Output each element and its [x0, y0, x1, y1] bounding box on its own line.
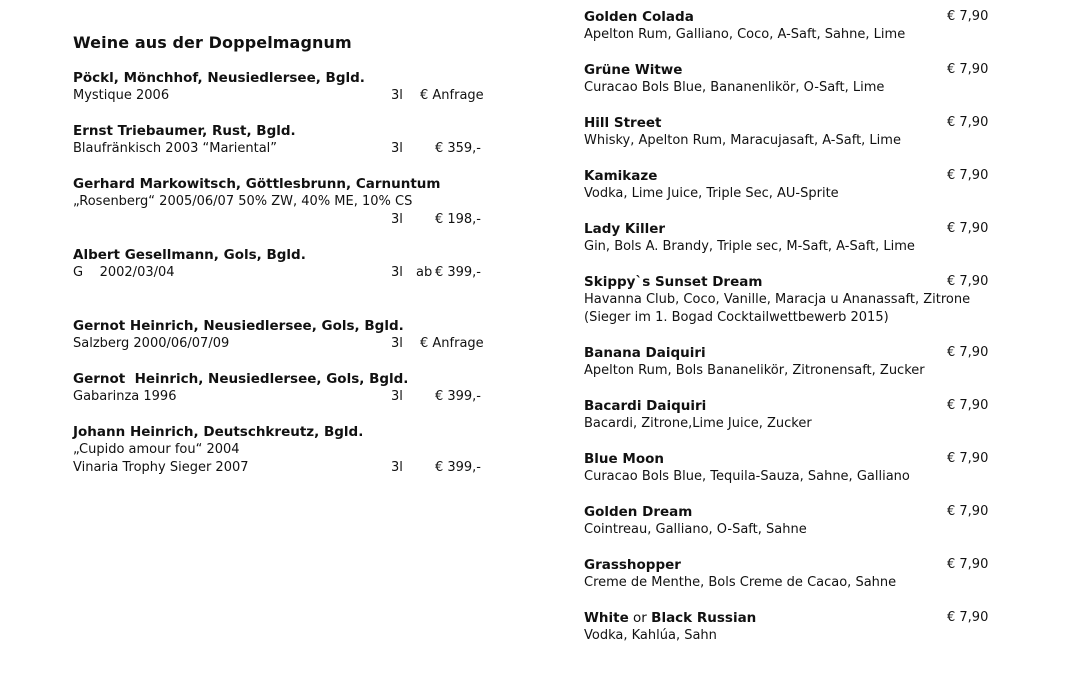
wine-entry [73, 317, 503, 353]
cocktail-entry [584, 61, 1004, 97]
cocktail-price: € 7,90 [947, 610, 989, 625]
cocktail-entry [584, 450, 1004, 486]
wine-description: G 2002/03/04 [73, 265, 175, 280]
wine-line [73, 87, 503, 105]
wine-description: Vinaria Trophy Sieger 2007 [73, 460, 249, 475]
wine-price: € Anfrage [420, 88, 484, 103]
cocktail-ingredients: Havanna Club, Coco, Vanille, Maracja u Ananassaft, Zitrone [584, 292, 971, 307]
wine-producer: Gernot Heinrich, Neusiedlersee, Gols, Bgld. [73, 318, 404, 334]
cocktail-ingredients: Curacao Bols Blue, Bananenlikör, O-Saft, Lime [584, 80, 885, 95]
wine-price: € 198,- [434, 212, 481, 227]
cocktail-ingredients: Vodka, Lime Juice, Triple Sec, AU-Sprite [584, 186, 839, 201]
cocktail-price: € 7,90 [947, 345, 989, 360]
wine-line [73, 264, 503, 282]
wine-price: € 399,- [434, 389, 481, 404]
cocktail-name: Bacardi Daiquiri [584, 398, 707, 414]
wine-line [73, 459, 503, 477]
cocktail-price: € 7,90 [947, 9, 989, 24]
wine-producer: Johann Heinrich, Deutschkreutz, Bgld. [73, 424, 364, 440]
cocktail-entry [584, 8, 1004, 44]
wine-bottle-size: 3l [391, 336, 403, 351]
cocktail-name: Kamikaze [584, 168, 658, 184]
cocktail-price: € 7,90 [947, 504, 989, 519]
cocktail-entry [584, 397, 1004, 433]
wine-price-prefix: ab [416, 265, 433, 280]
cocktail-name: Skippy`s Sunset Dream [584, 274, 763, 290]
cocktail-entry [584, 556, 1004, 592]
cocktail-price: € 7,90 [947, 115, 989, 130]
wine-entry [73, 175, 503, 229]
wine-producer: Gernot Heinrich, Neusiedlersee, Gols, Bgld. [73, 371, 409, 387]
wine-producer: Ernst Triebaumer, Rust, Bgld. [73, 123, 296, 139]
cocktail-name: Hill Street [584, 115, 662, 131]
wine-entry [73, 69, 503, 105]
cocktail-name: Lady Killer [584, 221, 666, 237]
cocktail-entry [584, 503, 1004, 539]
wine-price: € 399,- [434, 460, 481, 475]
cocktail-ingredients: Whisky, Apelton Rum, Maracujasaft, A-Saft, Lime [584, 133, 901, 148]
wine-line [73, 388, 503, 406]
wine-description: Mystique 2006 [73, 88, 170, 103]
wine-entry [73, 370, 503, 406]
cocktail-price: € 7,90 [947, 62, 989, 77]
wine-line [73, 441, 503, 459]
cocktail-price: € 7,90 [947, 557, 989, 572]
cocktail-name [584, 609, 1004, 627]
wine-price: € Anfrage [420, 336, 484, 351]
wine-bottle-size: 3l [391, 389, 403, 404]
wine-description: Gabarinza 1996 [73, 389, 177, 404]
cocktail-entry [584, 114, 1004, 150]
cocktail-entry [584, 220, 1004, 256]
cocktail-ingredients: Cointreau, Galliano, O-Saft, Sahne [584, 522, 807, 537]
cocktail-name-part: Black Russian [651, 610, 757, 626]
cocktail-price: € 7,90 [947, 398, 989, 413]
wine-price: € 359,- [434, 141, 481, 156]
cocktail-entry [584, 609, 1004, 645]
wine-producer: Albert Gesellmann, Gols, Bgld. [73, 247, 306, 263]
cocktail-ingredients: Bacardi, Zitrone,Lime Juice, Zucker [584, 416, 812, 431]
wine-entry [73, 122, 503, 158]
wine-price: € 399,- [434, 265, 481, 280]
cocktail-name-part: White [584, 610, 629, 626]
wine-bottle-size: 3l [391, 460, 403, 475]
wine-description: Blaufränkisch 2003 “Mariental” [73, 141, 278, 156]
wine-section-heading: Weine aus der Doppelmagnum [73, 33, 352, 52]
cocktail-ingredients: Gin, Bols A. Brandy, Triple sec, M-Saft, A-Saft, Lime [584, 239, 915, 254]
cocktail-ingredients: Creme de Menthe, Bols Creme de Cacao, Sahne [584, 575, 897, 590]
cocktail-entry [584, 167, 1004, 203]
wine-description: „Cupido amour fou“ 2004 [73, 442, 240, 457]
wine-bottle-size: 3l [391, 88, 403, 103]
wine-description: Salzberg 2000/06/07/09 [73, 336, 230, 351]
cocktail-price: € 7,90 [947, 451, 989, 466]
wine-bottle-size: 3l [391, 141, 403, 156]
cocktail-name: Grasshopper [584, 557, 681, 573]
cocktail-ingredients: Apelton Rum, Bols Bananelikör, Zitronensaft, Zucker [584, 363, 925, 378]
wine-entry [73, 423, 503, 477]
cocktail-name: Blue Moon [584, 451, 664, 467]
wine-line [73, 193, 503, 211]
wine-bottle-size: 3l [391, 265, 403, 280]
cocktail-ingredients: Curacao Bols Blue, Tequila-Sauza, Sahne, Galliano [584, 469, 910, 484]
cocktail-entry [584, 273, 1004, 327]
wine-line [73, 140, 503, 158]
cocktail-price: € 7,90 [947, 274, 989, 289]
cocktail-section [584, 8, 1004, 662]
wine-producer: Pöckl, Mönchhof, Neusiedlersee, Bgld. [73, 70, 365, 86]
wine-line [73, 335, 503, 353]
cocktail-note: (Sieger im 1. Bogad Cocktailwettbewerb 2015) [584, 310, 889, 325]
wine-producer: Gerhard Markowitsch, Göttlesbrunn, Carnuntum [73, 176, 441, 192]
cocktail-ingredients: Apelton Rum, Galliano, Coco, A-Saft, Sahne, Lime [584, 27, 906, 42]
cocktail-name: Grüne Witwe [584, 62, 683, 78]
wine-bottle-size: 3l [391, 212, 403, 227]
cocktail-name-conjunction: or [628, 610, 652, 626]
wine-line [73, 211, 503, 229]
cocktail-entry [584, 344, 1004, 380]
cocktail-name: Banana Daiquiri [584, 345, 706, 361]
wine-entry [73, 246, 503, 282]
cocktail-price: € 7,90 [947, 168, 989, 183]
cocktail-price: € 7,90 [947, 221, 989, 236]
wine-section [73, 33, 503, 494]
cocktail-ingredients: Vodka, Kahlúa, Sahn [584, 628, 717, 643]
cocktail-name: Golden Dream [584, 504, 693, 520]
cocktail-name: Golden Colada [584, 9, 694, 25]
wine-description: „Rosenberg“ 2005/06/07 50% ZW, 40% ME, 10% CS [73, 194, 413, 209]
